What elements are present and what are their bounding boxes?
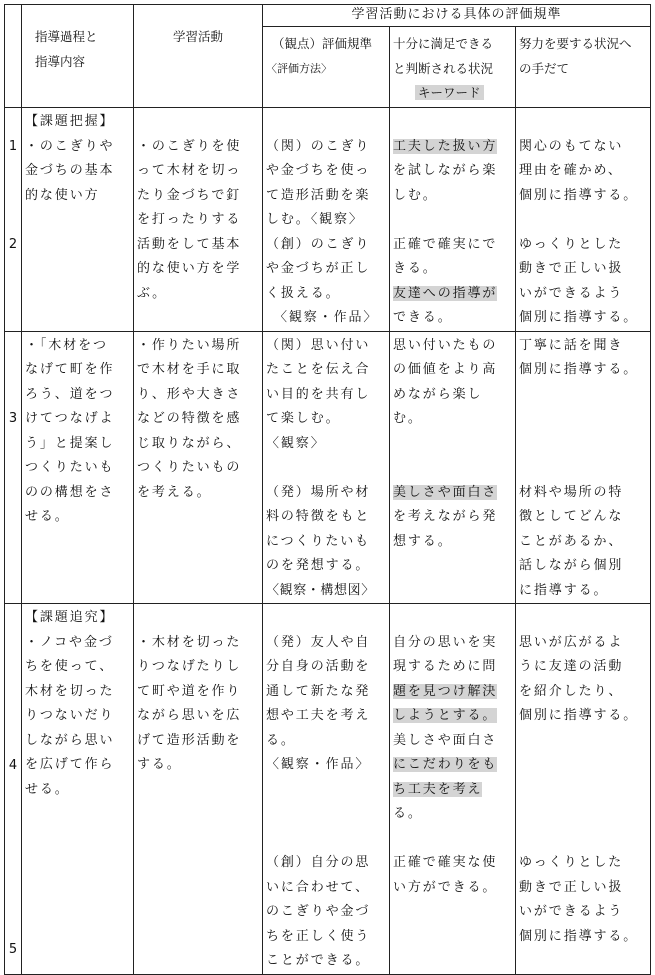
support-cell [516,331,651,604]
header-support-line-2: の手だて [519,60,570,76]
process-line: せる。 [25,781,70,797]
criteria-line: て造形活動を楽 [266,187,371,203]
support-line: 動きで正しい扱 [519,879,624,895]
support-line [519,110,648,135]
row-number-4: 4 [8,758,18,773]
criteria-line: （創）自分の思 [266,855,371,870]
criteria-line: や金づちを使っ [266,163,371,178]
header-activity-cell [134,5,263,108]
activity-line [137,110,260,135]
process-cell [22,604,134,975]
row-number-3: 3 [8,410,18,426]
keyword-highlight: ち工夫を考え [393,781,483,797]
process-line: 金づちの基本 [25,163,115,178]
header-criteria-line-2: 〈評価方法〉 [266,61,332,75]
criteria-cell [263,331,390,604]
row-number-cell [5,604,22,975]
process-line: せる。 [25,509,70,524]
activity-line: を打ったりする [137,212,242,227]
keyword-highlight: 題を見つけ解決 [393,683,498,699]
header-group-title: 学習活動における具体の評価規準 [263,5,651,27]
activity-line: ・のこぎりを使 [137,138,242,154]
support-cell [516,108,651,332]
satisfied-line [393,282,513,307]
criteria-line [266,606,387,631]
support-line: に指導する。 [519,582,609,598]
support-line: ゆっくりとした [519,236,624,252]
criteria-line: て楽しむ。 [266,411,341,426]
satisfied-line: 現するために問 [393,659,498,674]
criteria-line: につくりたいも [266,533,371,549]
satisfied-cell [390,108,516,332]
criteria-line [266,110,387,135]
header-satisfied-line-2: と判断される状況 [393,60,494,76]
process-line: を広げて作ら [25,757,115,772]
support-line [519,729,648,754]
table-row [5,604,651,975]
process-line: ろう、道をつ [25,386,115,402]
criteria-line: ちを正しく使う [266,928,371,944]
header-support-cell [516,27,651,108]
criteria-line: や金づちが正し [266,261,371,276]
criteria-line: 料の特徴をもと [266,509,371,524]
header-number-cell [5,5,22,108]
support-line: 個別に指導する。 [519,187,639,203]
criteria-line: （関）思い付い [266,337,371,353]
process-line: 的な使い方 [25,187,100,203]
header-process-line-1: 指導過程と [35,29,98,44]
header-process-line-2: 指導内容 [35,53,86,69]
process-line: 【課題把握】 [25,114,115,129]
satisfied-line [393,432,513,457]
support-line: 動きで正しい扱 [519,261,624,276]
criteria-cell [263,604,390,975]
satisfied-cell [390,331,516,604]
activity-line: つくりたいもの [137,460,242,475]
activity-line: ながら思いを広 [137,708,242,723]
criteria-line [266,802,387,827]
process-line: なげて町を作 [25,362,115,377]
process-line: のの構想をさ [25,484,115,500]
satisfied-line: 正確で確実にで [393,236,498,252]
satisfied-line: 自分の思いを実 [393,634,498,650]
activity-cell [134,604,263,975]
criteria-line: い目的を共有し [266,386,371,402]
support-line [519,753,648,778]
support-line: 個別に指導する。 [519,310,639,325]
support-line: 個別に指導する。 [519,362,639,377]
satisfied-line: る。 [393,806,423,821]
support-line [519,802,648,827]
criteria-line: しむ。〈観察〉 [266,212,364,227]
satisfied-line [393,456,513,481]
header-satisfied-cell [390,27,516,108]
evaluation-table [4,4,651,975]
keyword-highlight: 工夫した扱い方 [393,138,498,154]
support-line [519,778,648,803]
keyword-highlight: 美しさや面白さ [393,484,498,500]
support-cell [516,604,651,975]
satisfied-line [393,753,513,778]
process-line: ちを使って、 [25,659,115,674]
criteria-line: 通して新たな発 [266,683,371,699]
table-row [5,331,651,604]
satisfied-line: 美しさや面白さ [393,732,498,748]
support-line [519,456,648,481]
support-line: 関心のもてない [519,138,624,154]
criteria-line: たことを伝え合 [266,362,371,377]
activity-line: 活動をして基本 [137,236,242,252]
satisfied-line [393,481,513,506]
process-cell [22,108,134,332]
criteria-line: （発）友人や自 [266,634,371,650]
process-line: ・ノコや金づ [25,634,114,650]
support-line: を紹介したり、 [519,683,624,699]
support-line: 徴としてどんな [519,509,624,524]
satisfied-line: を試しながら楽 [393,163,498,178]
criteria-line: 想や工夫を考え [266,708,371,723]
criteria-line: 〈観察・構想図〉 [266,582,375,598]
header-satisfied-line-1: 十分に満足できる [393,36,494,51]
keyword-highlight: 友達への指導が [393,285,498,301]
activity-line: ・木材を切った [137,634,242,650]
criteria-line: （発）場所や材 [266,484,371,500]
activity-line: で木材を手に取 [137,362,242,377]
criteria-line [266,456,387,481]
activity-line: じ取りながら、 [137,435,242,451]
criteria-line: いに合わせて、 [266,879,371,895]
keyword-highlight: しようとする。 [393,708,498,723]
criteria-line: 分自身の活動を [266,659,371,674]
process-cell [22,331,134,604]
row-number-1: 1 [8,139,18,154]
satisfied-line [393,208,513,233]
satisfied-line: む。 [393,411,423,426]
satisfied-line: 正確で確実な使 [393,855,498,870]
satisfied-line [393,110,513,135]
row-number-5: 5 [8,942,18,957]
satisfied-line: できる。 [393,310,453,325]
satisfied-line [393,827,513,852]
activity-line: などの特徴を感 [137,411,242,426]
process-line: しながら思い [25,732,115,748]
criteria-line: ことができる。 [266,953,371,968]
criteria-cell [263,108,390,332]
table-row [5,108,651,332]
activity-line: げて造形活動を [137,732,242,748]
support-line: 材料や場所の特 [519,484,624,500]
support-line [519,432,648,457]
process-line: う」と提案し [25,435,115,451]
header-process-cell [22,5,134,108]
support-line: 理由を確かめ、 [519,163,623,178]
header-row-1 [5,5,651,27]
satisfied-line [393,135,513,160]
satisfied-line: 想する。 [393,533,453,549]
criteria-line: 〈観察・作品〉 [274,310,379,325]
activity-line: り、形や大きさ [137,386,242,402]
satisfied-line: めながら楽し [393,386,483,402]
support-line [519,407,648,432]
process-line: 【課題追究】 [25,610,115,625]
row-number-2: 2 [8,237,18,252]
criteria-line: 〈観察・作品〉 [266,757,371,772]
support-line: いができるよう [519,904,624,919]
activity-line [137,606,260,631]
support-line: 丁寧に話を聞き [519,337,624,353]
satisfied-line [393,606,513,631]
activity-line: って木材を切っ [137,163,242,178]
criteria-line: （関）のこぎり [266,138,371,154]
support-line: ことがあるか、 [519,533,624,549]
criteria-line: （創）のこぎり [266,236,371,252]
criteria-line [266,778,387,803]
support-line: いができるよう [519,285,624,301]
criteria-line: く扱える。 [266,285,341,301]
activity-line: 的な使い方を学 [137,261,242,276]
satisfied-line [393,680,513,705]
support-line: 話しながら個別 [519,558,624,573]
header-criteria-cell [263,27,390,108]
row-number-cell [5,108,22,332]
activity-cell [134,108,263,332]
criteria-line: のこぎりや金づ [266,904,371,919]
criteria-line [266,827,387,852]
satisfied-line: きる。 [393,261,438,276]
activity-line: ・作りたい場所 [137,337,242,353]
support-line [519,208,648,233]
activity-line: たり金づちで釘 [137,187,242,203]
process-line: ・「木材をつ [25,337,108,353]
activity-line: て町や道を作り [137,683,242,699]
satisfied-line: の価値をより高 [393,362,498,377]
process-line: けてつなげよ [25,411,115,426]
satisfied-line [393,778,513,803]
header-criteria-line-1: （観点）評価規準 [272,36,373,51]
support-line: 個別に指導する。 [519,708,639,723]
row-number-cell [5,331,22,604]
support-line: ゆっくりとした [519,855,624,870]
keyword-highlight: にこだわりをも [393,757,498,772]
header-keyword-label: キーワード [415,85,484,100]
criteria-line: 〈観察〉 [266,435,326,451]
process-line: ・のこぎりや [25,138,115,154]
support-line: 個別に指導する。 [519,928,639,944]
criteria-line: る。 [266,732,296,748]
evaluation-table-sheet [4,4,650,968]
satisfied-line: を考えながら発 [393,509,498,524]
activity-line: する。 [137,757,182,772]
satisfied-line: い方ができる。 [393,879,498,895]
support-line [519,827,648,852]
activity-line: を考える。 [137,484,212,500]
activity-line: りつなげたりし [137,659,242,674]
satisfied-line: 思い付いたもの [393,337,498,353]
support-line: うに友達の活動 [519,659,624,674]
criteria-line: のを発想する。 [266,558,371,573]
process-line: りつないだり [25,708,115,723]
support-line [519,606,648,631]
support-line [519,383,648,408]
activity-cell [134,331,263,604]
header-support-line-1: 努力を要する状況へ [519,36,632,51]
activity-line: ぶ。 [137,285,168,301]
header-activity-label: 学習活動 [172,29,223,44]
support-line: 思いが広がるよ [519,634,624,650]
satisfied-line [393,704,513,729]
process-line: つくりたいも [25,460,115,475]
satisfied-cell [390,604,516,975]
satisfied-line: しむ。 [393,187,438,203]
process-line: 木材を切った [25,683,115,699]
